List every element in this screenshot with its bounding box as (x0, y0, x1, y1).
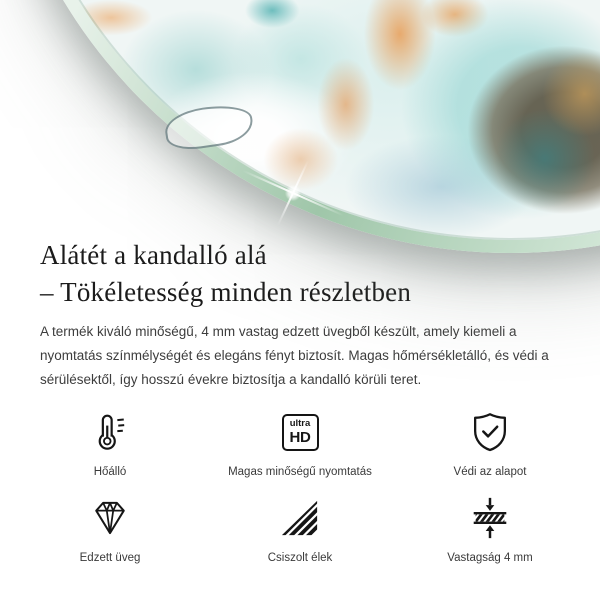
page-title-line-2: – Tökéletesség minden részletben (40, 276, 412, 307)
ultra-hd-icon-text-top: ultra (289, 418, 311, 430)
feature-item-tempered-glass (15, 492, 205, 564)
feature-item-polished-edges (205, 492, 395, 564)
feature-label: Vastagság 4 mm (447, 552, 533, 565)
feature-item-heat-resistant (15, 406, 205, 478)
thickness-icon (395, 494, 585, 542)
ultra-hd-icon-text-bottom: HD (289, 428, 311, 446)
page-title-line-1: Alátét a kandalló alá (40, 240, 267, 270)
feature-label: Védi az alapot (453, 466, 527, 479)
glass-disc-marble-print (1, 0, 600, 240)
feature-item-protects-base (395, 406, 585, 478)
feature-label: Magas minőségű nyomtatás (228, 466, 372, 479)
ultra-hd-icon (205, 408, 395, 456)
shield-check-icon (395, 408, 585, 456)
product-hero-image (0, 0, 600, 228)
feature-item-print-quality (205, 406, 395, 478)
thermometer-icon (15, 408, 205, 456)
feature-item-thickness (395, 492, 585, 564)
feature-label: Csiszolt élek (267, 552, 333, 565)
features-grid (15, 406, 585, 564)
feature-label: Edzett üveg (79, 552, 141, 565)
polished-edges-icon (205, 494, 395, 542)
feature-label: Hőálló (93, 466, 127, 479)
product-description-section (40, 237, 565, 392)
product-description-text: A termék kiváló minőségű, 4 mm vastag edzett üvegből készült, amely kiemeli a nyomtatás színmélységét és elegáns fényt biztosít. Magas hőmérsékletálló, és védi a sérülésektől, így hosszú évekre biztosítja a kandalló körüli teret. (40, 323, 549, 387)
glass-disc-edge (0, 0, 600, 253)
diamond-icon (15, 494, 205, 542)
